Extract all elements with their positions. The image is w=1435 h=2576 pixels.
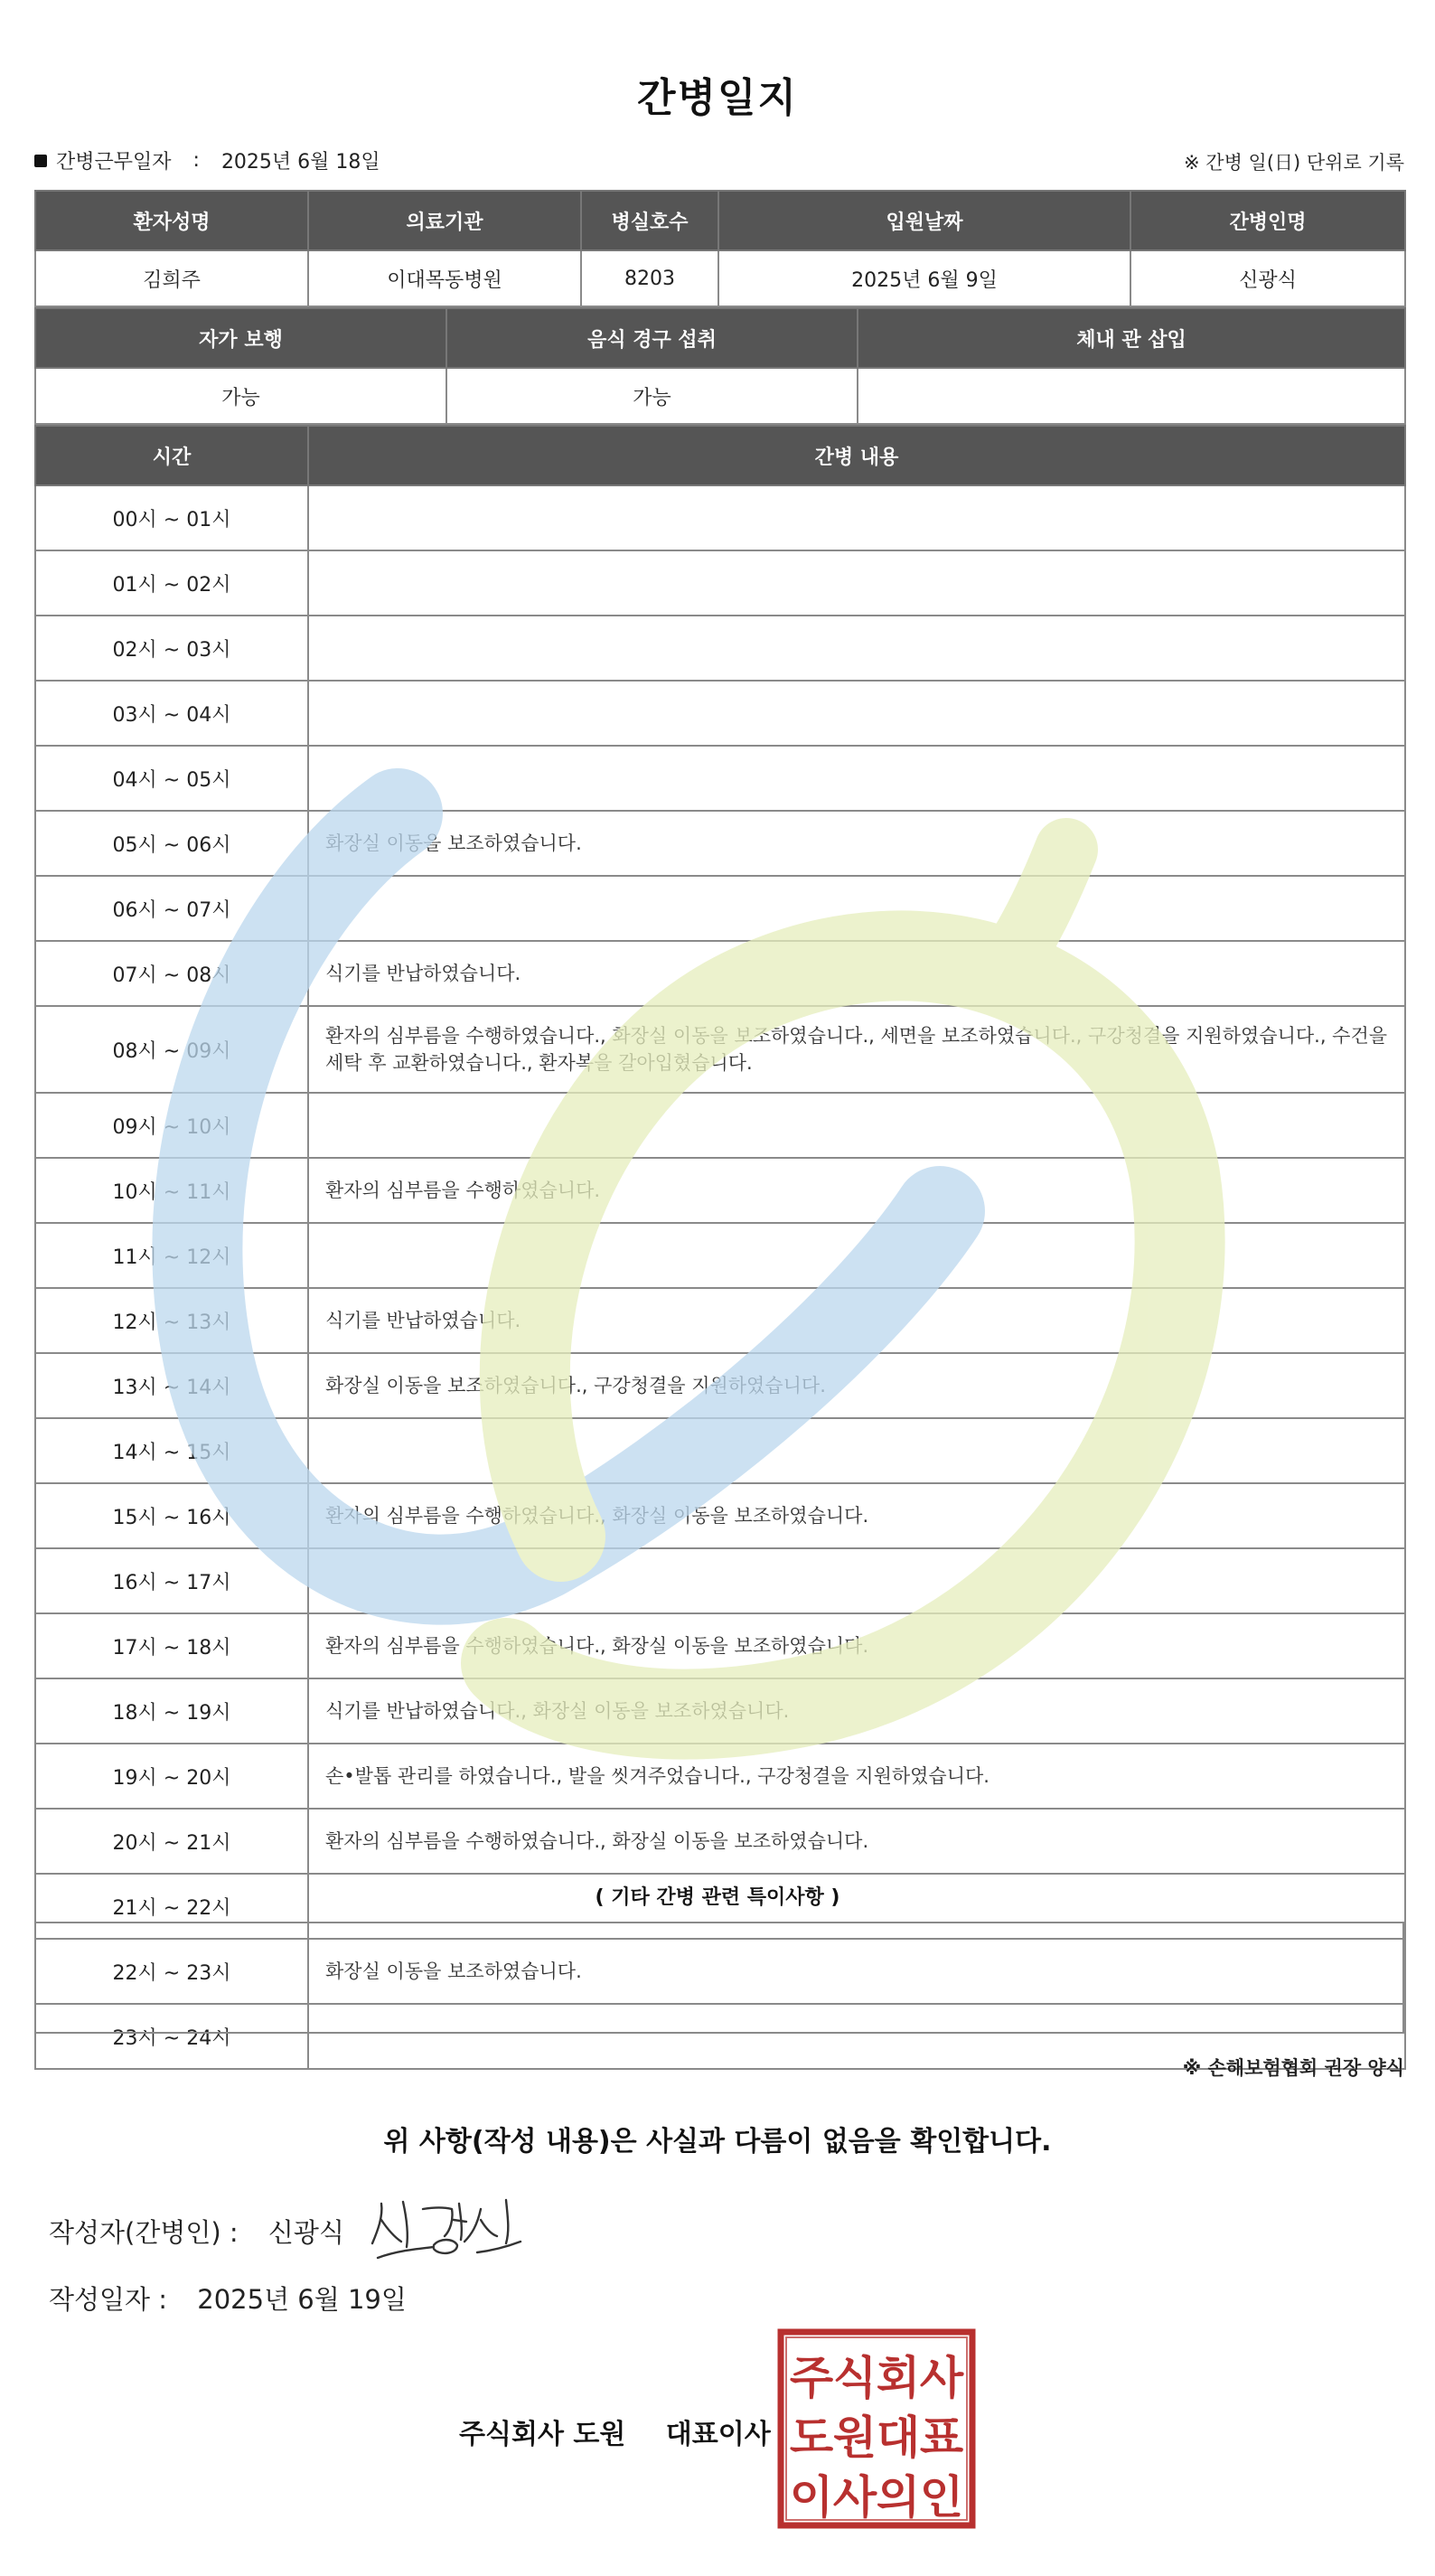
written-date-value: 2025년 6월 19일 bbox=[197, 2284, 407, 2315]
log-time: 06시 ~ 07시 bbox=[35, 876, 308, 941]
recommendation-note: ※ 손해보험협회 권장 양식 bbox=[1182, 2057, 1404, 2079]
seal-character: 인 bbox=[919, 2471, 964, 2524]
handwritten-signature bbox=[370, 2187, 542, 2269]
table-row bbox=[35, 1483, 1405, 1548]
work-date bbox=[34, 146, 380, 174]
company-seal-stamp bbox=[777, 2328, 976, 2529]
author-label: 작성자(간병인) : bbox=[49, 2217, 239, 2248]
log-time: 20시 ~ 21시 bbox=[35, 1809, 308, 1874]
log-content bbox=[308, 681, 1405, 746]
log-content: 환자의 심부름을 수행하였습니다. bbox=[308, 1158, 1405, 1223]
admission-date: 2025년 6월 9일 bbox=[718, 250, 1130, 306]
header-care-content: 간병 내용 bbox=[308, 426, 1405, 485]
log-time: 05시 ~ 06시 bbox=[35, 811, 308, 876]
seal-character: 대 bbox=[876, 2411, 921, 2464]
log-content bbox=[308, 746, 1405, 811]
author-line bbox=[49, 2213, 344, 2250]
log-content: 환자의 심부름을 수행하였습니다., 화장실 이동을 보조하였습니다., 세면을 보조하였습니다., 구강청결을 지원하였습니다., 수건을 세탁 후 교환하였습니다., 환자복을 갈아입혔습니다. bbox=[308, 1006, 1405, 1093]
table-row bbox=[35, 1158, 1405, 1223]
log-content: 환자의 심부름을 수행하였습니다., 화장실 이동을 보조하였습니다. bbox=[308, 1809, 1405, 1874]
ability-header-row bbox=[35, 308, 1405, 368]
log-time: 18시 ~ 19시 bbox=[35, 1678, 308, 1744]
log-content: 환자의 심부름을 수행하였습니다., 화장실 이동을 보조하였습니다. bbox=[308, 1483, 1405, 1548]
author-name: 신광식 bbox=[267, 2217, 344, 2248]
header-tube-insertion: 체내 관 삽입 bbox=[858, 308, 1405, 368]
log-time: 19시 ~ 20시 bbox=[35, 1744, 308, 1809]
oral-intake: 가능 bbox=[446, 368, 858, 424]
work-date-label: 간병근무일자 bbox=[56, 151, 172, 174]
table-row bbox=[35, 811, 1405, 876]
table-row bbox=[35, 681, 1405, 746]
log-content: 환자의 심부름을 수행하였습니다., 화장실 이동을 보조하였습니다. bbox=[308, 1613, 1405, 1678]
work-date-separator: : bbox=[192, 149, 200, 172]
log-content: 손•발톱 관리를 하였습니다., 발을 씻겨주었습니다., 구강청결을 지원하였습니다. bbox=[308, 1744, 1405, 1809]
daily-record-note: ※ 간병 일(日) 단위로 기록 bbox=[1184, 152, 1404, 174]
work-date-value: 2025년 6월 18일 bbox=[220, 151, 380, 174]
seal-character: 표 bbox=[919, 2411, 964, 2464]
log-content bbox=[308, 876, 1405, 941]
log-content bbox=[308, 616, 1405, 681]
self-walking: 가능 bbox=[35, 368, 446, 424]
table-row bbox=[35, 1809, 1405, 1874]
log-time: 15시 ~ 16시 bbox=[35, 1483, 308, 1548]
log-time: 07시 ~ 08시 bbox=[35, 941, 308, 1006]
table-row bbox=[35, 1223, 1405, 1288]
seal-character: 도 bbox=[789, 2411, 834, 2464]
log-time: 22시 ~ 23시 bbox=[35, 1939, 308, 2004]
log-content bbox=[308, 1223, 1405, 1288]
seal-character: 사 bbox=[832, 2471, 877, 2524]
table-row bbox=[35, 1353, 1405, 1418]
log-content: 식기를 반납하였습니다., 화장실 이동을 보조하였습니다. bbox=[308, 1678, 1405, 1744]
log-time: 10시 ~ 11시 bbox=[35, 1158, 308, 1223]
tube-insertion bbox=[858, 368, 1405, 424]
etc-title: ( 기타 간병 관련 특이사항 ) bbox=[595, 1886, 840, 1909]
log-time: 04시 ~ 05시 bbox=[35, 746, 308, 811]
confirmation-statement: 위 사항(작성 내용)은 사실과 다름이 없음을 확인합니다. bbox=[383, 2126, 1052, 2158]
company-representative-title: 대표이사 bbox=[665, 2419, 771, 2450]
meta-row bbox=[34, 146, 1404, 177]
patient-info-value-row bbox=[35, 250, 1405, 306]
seal-character: 회 bbox=[876, 2352, 921, 2404]
etc-notes-box bbox=[34, 1922, 1404, 2034]
table-row bbox=[35, 485, 1405, 550]
log-time: 00시 ~ 01시 bbox=[35, 485, 308, 550]
table-row bbox=[35, 941, 1405, 1006]
seal-character: 의 bbox=[876, 2471, 921, 2524]
patient-ability-table bbox=[34, 307, 1406, 425]
table-row bbox=[35, 1418, 1405, 1483]
seal-character: 사 bbox=[919, 2352, 964, 2404]
patient-info-header-row bbox=[35, 191, 1405, 250]
table-row bbox=[35, 876, 1405, 941]
room-number: 8203 bbox=[581, 250, 718, 306]
header-admission-date: 입원날짜 bbox=[718, 191, 1130, 250]
table-row bbox=[35, 1093, 1405, 1158]
log-content: 식기를 반납하였습니다. bbox=[308, 1288, 1405, 1353]
document-title: 간병일지 bbox=[636, 75, 798, 121]
table-row bbox=[35, 1613, 1405, 1678]
header-patient-name: 환자성명 bbox=[35, 191, 308, 250]
log-time: 13시 ~ 14시 bbox=[35, 1353, 308, 1418]
seal-character: 식 bbox=[832, 2352, 877, 2404]
table-row bbox=[35, 1288, 1405, 1353]
seal-character: 주 bbox=[789, 2352, 834, 2404]
care-log-table bbox=[34, 425, 1406, 2070]
log-time: 01시 ~ 02시 bbox=[35, 550, 308, 616]
log-content: 식기를 반납하였습니다. bbox=[308, 941, 1405, 1006]
patient-name: 김희주 bbox=[35, 250, 308, 306]
care-log-body bbox=[35, 485, 1405, 2069]
header-caregiver-name: 간병인명 bbox=[1130, 191, 1405, 250]
ability-value-row bbox=[35, 368, 1405, 424]
caregiver-name: 신광식 bbox=[1130, 250, 1405, 306]
table-row bbox=[35, 1744, 1405, 1809]
table-row bbox=[35, 746, 1405, 811]
log-content: 화장실 이동을 보조하였습니다. bbox=[308, 1939, 1405, 2004]
hospital: 이대목동병원 bbox=[308, 250, 581, 306]
table-row bbox=[35, 1548, 1405, 1613]
log-content bbox=[308, 485, 1405, 550]
table-row bbox=[35, 550, 1405, 616]
log-content bbox=[308, 1093, 1405, 1158]
written-date-line bbox=[49, 2280, 407, 2317]
care-log-header-row bbox=[35, 426, 1405, 485]
log-time: 12시 ~ 13시 bbox=[35, 1288, 308, 1353]
log-time: 14시 ~ 15시 bbox=[35, 1418, 308, 1483]
seal-character: 원 bbox=[832, 2411, 877, 2464]
log-content: 화장실 이동을 보조하였습니다. bbox=[308, 811, 1405, 876]
log-content bbox=[308, 1418, 1405, 1483]
log-content: 화장실 이동을 보조하였습니다., 구강청결을 지원하였습니다. bbox=[308, 1353, 1405, 1418]
log-time: 21시 ~ 22시 bbox=[35, 1874, 308, 1939]
log-time: 17시 ~ 18시 bbox=[35, 1613, 308, 1678]
log-time: 23시 ~ 24시 bbox=[35, 2004, 308, 2069]
log-time: 09시 ~ 10시 bbox=[35, 1093, 308, 1158]
table-row bbox=[35, 1678, 1405, 1744]
header-self-walking: 자가 보행 bbox=[35, 308, 446, 368]
company-line bbox=[459, 2411, 771, 2451]
header-time: 시간 bbox=[35, 426, 308, 485]
log-content bbox=[308, 1548, 1405, 1613]
patient-info-table bbox=[34, 190, 1406, 307]
log-content bbox=[308, 550, 1405, 616]
table-row bbox=[35, 1006, 1405, 1093]
log-time: 03시 ~ 04시 bbox=[35, 681, 308, 746]
square-bullet-icon bbox=[34, 155, 47, 167]
table-row bbox=[35, 616, 1405, 681]
written-date-label: 작성일자 : bbox=[49, 2284, 168, 2315]
log-time: 11시 ~ 12시 bbox=[35, 1223, 308, 1288]
seal-character: 이 bbox=[789, 2471, 834, 2524]
log-time: 08시 ~ 09시 bbox=[35, 1006, 308, 1093]
header-oral-intake: 음식 경구 섭취 bbox=[446, 308, 858, 368]
header-room-number: 병실호수 bbox=[581, 191, 718, 250]
company-name: 주식회사 도원 bbox=[459, 2419, 626, 2450]
log-time: 16시 ~ 17시 bbox=[35, 1548, 308, 1613]
header-hospital: 의료기관 bbox=[308, 191, 581, 250]
log-time: 02시 ~ 03시 bbox=[35, 616, 308, 681]
